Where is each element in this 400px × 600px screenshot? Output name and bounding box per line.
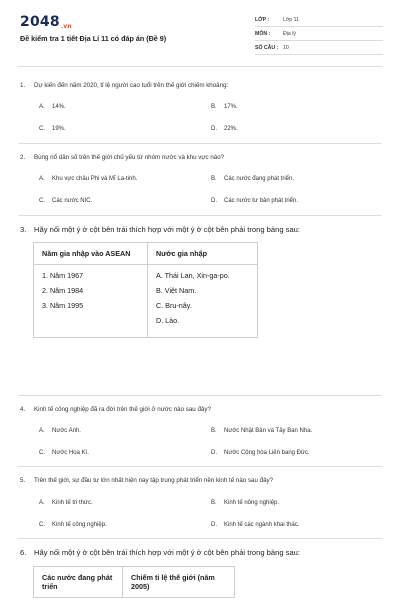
- divider: [18, 215, 382, 216]
- table-header: Các nước đang phát triển: [34, 567, 123, 598]
- matching-table: [33, 566, 235, 598]
- question-number: 1.: [20, 82, 26, 89]
- question-3: [20, 225, 300, 234]
- answer-option[interactable]: D. 22%.: [211, 126, 238, 132]
- table-header: Nước gia nhập: [148, 243, 258, 265]
- list-item: A. Thái Lan, Xin-ga-po.: [156, 271, 230, 280]
- table-cell-right: [148, 265, 258, 338]
- meta-label: SỐ CÂU :: [255, 45, 279, 51]
- table-header: Năm gia nhập vào ASEAN: [34, 243, 148, 265]
- answer-option[interactable]: B. 17%.: [211, 104, 238, 110]
- answer-option[interactable]: A. Kinh tế tri thức.: [39, 500, 93, 506]
- list-item: D. Lào.: [156, 316, 180, 325]
- list-item: 2. Năm 1984: [42, 286, 84, 295]
- answer-option[interactable]: C. Kinh tế công nghiệp.: [39, 522, 107, 528]
- answer-option[interactable]: A. Khu vực châu Phi và Mĩ La-tinh.: [39, 176, 138, 182]
- list-item: 1. Năm 1967: [42, 271, 84, 280]
- question-4: [20, 405, 211, 414]
- answer-option[interactable]: B. Các nước đang phát triển.: [211, 176, 294, 182]
- question-text: Hãy nối một ý ở cột bên trái thích hợp với một ý ở cột bên phải trong bảng sau:: [34, 548, 301, 557]
- answer-option[interactable]: B. Nước Nhật Bản và Tây Ban Nha.: [211, 428, 313, 434]
- list-item: B. Việt Nam.: [156, 286, 197, 295]
- answer-option[interactable]: C. 19%.: [39, 126, 66, 132]
- question-text: Kinh tế công nghiệp đã ra đời trên thế giới ở nước nào sau đây?: [34, 406, 211, 413]
- divider: [18, 395, 382, 396]
- question-5: [20, 476, 273, 485]
- answer-option[interactable]: A. 14%.: [39, 104, 66, 110]
- answer-option[interactable]: D. Các nước tư bản phát triển.: [211, 198, 299, 204]
- answer-option[interactable]: C. Nước Hoa Kì.: [39, 450, 89, 456]
- question-number: 6.: [20, 548, 27, 557]
- question-number: 3.: [20, 225, 27, 234]
- meta-label: LỚP :: [255, 17, 270, 23]
- question-text: Dự kiến đến năm 2020, tỉ lệ người cao tuổi trên thế giới chiếm khoảng:: [34, 82, 229, 89]
- page-title: Đề kiểm tra 1 tiết Địa Lí 11 có đáp án (Đề 9): [20, 34, 167, 43]
- meta-row-count: [255, 42, 383, 55]
- divider: [18, 466, 382, 467]
- question-6: [20, 548, 300, 557]
- divider: [18, 538, 382, 539]
- list-item: C. Bru-nây.: [156, 301, 192, 310]
- meta-value: Lớp 11: [283, 17, 299, 23]
- answer-option[interactable]: B. Kinh tế nông nghiệp.: [211, 500, 280, 506]
- divider: [18, 143, 382, 144]
- meta-row-subject: [255, 28, 383, 41]
- divider: [18, 66, 382, 67]
- answer-option[interactable]: A. Nước Anh.: [39, 428, 81, 434]
- meta-row-class: [255, 14, 383, 27]
- answer-option[interactable]: D. Nước Cộng hòa Liên bang Đức.: [211, 450, 310, 456]
- question-number: 4.: [20, 406, 26, 413]
- question-text: Trên thế giới, sự đầu tư lớn nhất hiện nay tập trung phát triển nền kinh tế nào sau đây?: [34, 477, 274, 484]
- list-item: 3. Năm 1995: [42, 301, 84, 310]
- meta-label: MÔN :: [255, 31, 271, 37]
- answer-option[interactable]: C. Các nước NIC.: [39, 198, 93, 204]
- question-number: 5.: [20, 477, 26, 484]
- question-number: 2.: [20, 154, 26, 161]
- meta-value: Địa lý: [283, 31, 296, 37]
- table-cell-left: [34, 265, 148, 338]
- question-text: Hãy nối một ý ở cột bên trái thích hợp với một ý ở cột bên phải trong bảng sau:: [34, 225, 301, 234]
- meta-value: 10: [283, 45, 289, 51]
- matching-table: [33, 242, 258, 338]
- answer-option[interactable]: D. Kinh tế các ngành khai thác.: [211, 522, 300, 528]
- question-text: Bùng nổ dân số trên thế giới chủ yếu từ nhóm nước và khu vực nào?: [34, 154, 225, 161]
- table-header: Chiếm tỉ lệ thế giới (năm 2005): [123, 567, 235, 598]
- question-2: [20, 153, 224, 162]
- site-logo[interactable]: 2048.vn: [20, 14, 72, 30]
- question-1: [20, 81, 228, 90]
